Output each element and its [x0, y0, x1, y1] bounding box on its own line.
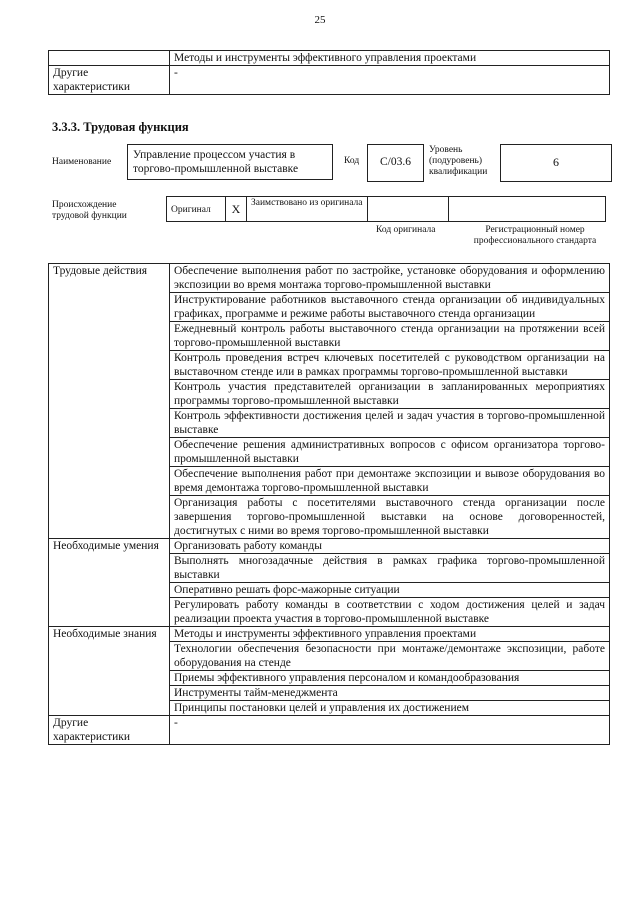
- original-mark: X: [225, 196, 247, 222]
- row-item: Обеспечение выполнения работ по застройке, установке оборудования и оформлению экспозиции во время монтажа торгово-промышленной выставки: [170, 264, 610, 293]
- row-item: Обеспечение выполнения работ при демонтаже экспозиции и вывозе оборудования во время демонтажа торгово-промышленной выставки: [170, 467, 610, 496]
- row-item: Методы и инструменты эффективного управления проектами: [170, 627, 610, 642]
- code-original-caption: Код оригинала: [376, 225, 436, 235]
- top-table: [48, 50, 610, 95]
- row-item: Технологии обеспечения безопасности при монтаже/демонтаже экспозиции, работе оборудования на стенде: [170, 642, 610, 671]
- row-item: Организовать работу команды: [170, 539, 610, 554]
- row-item: -: [170, 716, 610, 745]
- original-label: Оригинал: [166, 196, 226, 222]
- code-original-cell: [367, 196, 449, 222]
- function-name-box: Управление процессом участия в торгово-промышленной выставке: [127, 144, 333, 180]
- row-label: Другие характеристики: [49, 716, 170, 745]
- table-row: [49, 716, 610, 745]
- row-item: Принципы постановки целей и управления их достижением: [170, 701, 610, 716]
- page-number: 25: [314, 14, 326, 26]
- row-item: Инструменты тайм-менеджмента: [170, 686, 610, 701]
- row-item: -: [170, 66, 610, 95]
- row-item: Оперативно решать форс-мажорные ситуации: [170, 583, 610, 598]
- main-table: [48, 263, 610, 745]
- row-label: Необходимые знания: [49, 627, 170, 716]
- origin-label: Происхождение трудовой функции: [52, 200, 127, 221]
- level-value-box: 6: [500, 144, 612, 182]
- row-item: Методы и инструменты эффективного управления проектами: [170, 51, 610, 66]
- code-label: Код: [344, 156, 360, 166]
- name-label: Наименование: [52, 157, 112, 167]
- table-row: [49, 264, 610, 293]
- row-item: Инструктирование работников выставочного стенда организации об индивидуальных графиках, программе и режиме работы выставочного стенда организации: [170, 293, 610, 322]
- row-item: Контроль проведения встреч ключевых посетителей с руководством организации на выставочном стенде или в рамках программы торгово-промышленной выставки: [170, 351, 610, 380]
- level-label: Уровень (подуровень) квалификации: [429, 145, 488, 177]
- reg-number-caption: Регистрационный номер профессионального стандарта: [473, 225, 597, 246]
- row-item: Контроль участия представителей организации в запланированных мероприятиях программы торгово-промышленной выставки: [170, 380, 610, 409]
- row-label: Необходимые умения: [49, 539, 170, 627]
- row-item: Организация работы с посетителями выставочного стенда организации после завершения торгово-промышленной выставки на основе договоренностей, достигнутых с ними во время торгово-промышленной выставки: [170, 496, 610, 539]
- row-item: Регулировать работу команды в соответствии с ходом достижения целей и задач реализации проекта участия в торгово-промышленной выставке: [170, 598, 610, 627]
- table-row: [49, 627, 610, 642]
- reg-number-cell: [448, 196, 606, 222]
- row-label: Другие характеристики: [49, 66, 170, 95]
- row-item: Обеспечение решения административных вопросов с офисом организатора торгово-промышленной выставки: [170, 438, 610, 467]
- row-label: Трудовые действия: [49, 264, 170, 539]
- row-item: Контроль эффективности достижения целей и задач участия в торгово-промышленной выставке: [170, 409, 610, 438]
- row-item: Ежедневный контроль работы выставочного стенда организации на протяжении всей торгово-промышленной выставки: [170, 322, 610, 351]
- row-label: [49, 51, 170, 66]
- borrowed-label: Заимствовано из оригинала: [246, 196, 368, 222]
- row-item: Приемы эффективного управления персоналом и командообразования: [170, 671, 610, 686]
- table-row: [49, 539, 610, 554]
- origin-row: [167, 196, 610, 222]
- section-title: 3.3.3. Трудовая функция: [52, 120, 189, 134]
- code-value-box: C/03.6: [367, 144, 424, 182]
- table-row: [49, 51, 610, 66]
- row-item: Выполнять многозадачные действия в рамках графика торгово-промышленной выставки: [170, 554, 610, 583]
- table-row: [49, 66, 610, 95]
